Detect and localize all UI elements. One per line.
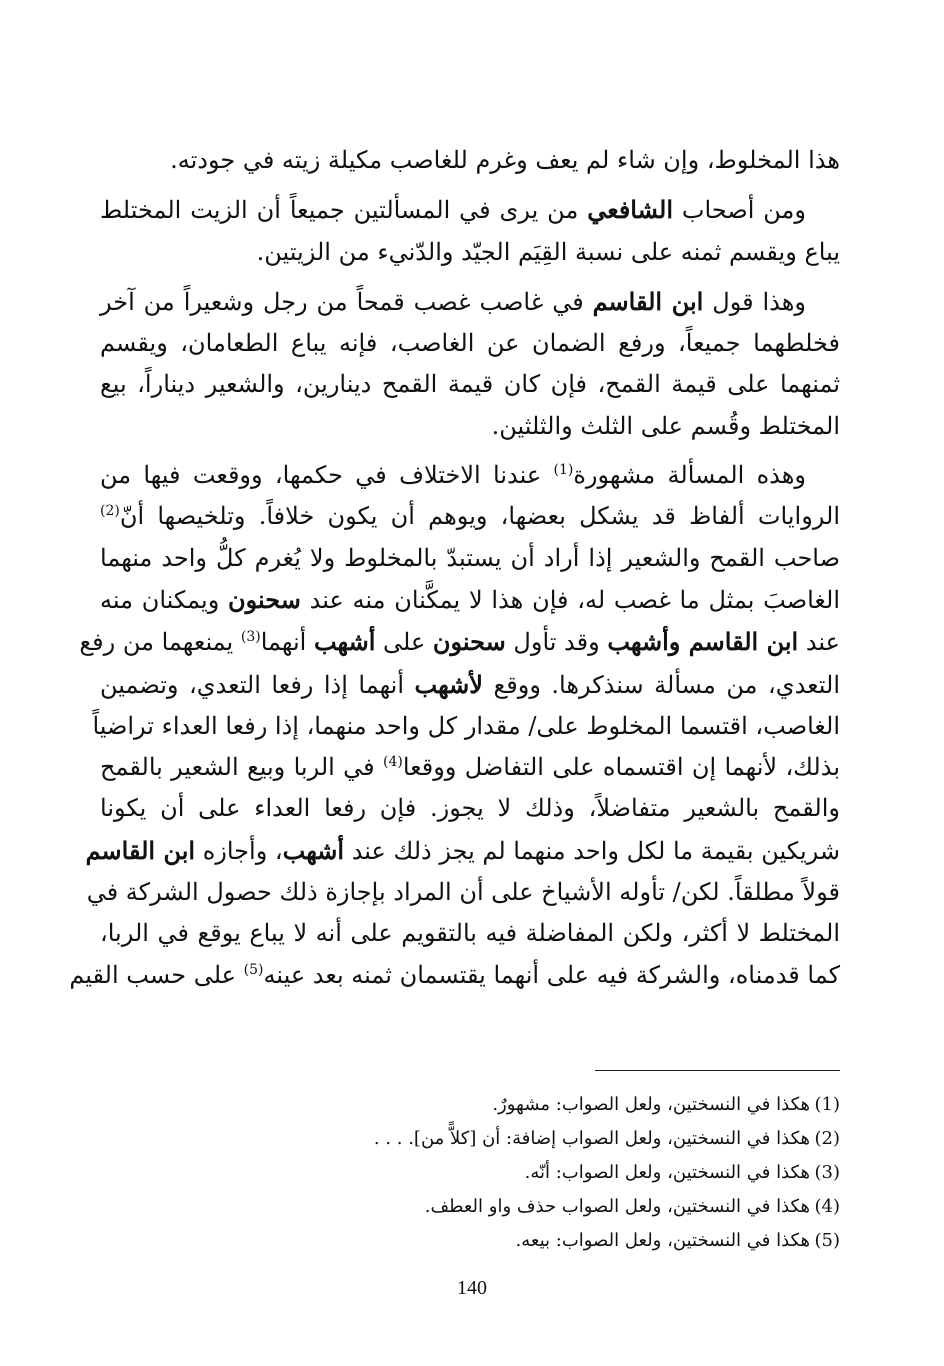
footnote-number: (2) xyxy=(814,1128,840,1149)
text-run: بذلك، لأنهما إن اقتسماه على التفاضل ووقعا xyxy=(402,753,840,782)
footnote xyxy=(100,1122,840,1156)
text-line xyxy=(100,364,840,405)
paragraph xyxy=(100,281,840,447)
text-run: من يرى في المسألتين جميعاً أن الزيت المختلط xyxy=(100,196,588,225)
paragraph xyxy=(100,140,840,181)
bold-name: ابن القاسم xyxy=(85,835,196,865)
footnote-number: (1) xyxy=(814,1094,840,1115)
text-run: أنهما إذا رفعا التعدي، وتضمين xyxy=(100,670,415,699)
text-run: صاحب القمح والشعير إذا أراد أن يستبدّ بالمخلوط ولا يُغرم كلُّ واحد منهما xyxy=(100,543,840,572)
bold-name: الشافعي xyxy=(587,195,673,225)
text-line xyxy=(100,788,840,829)
text-run: ثمنهما على قيمة القمح، فإن كان قيمة القمح دينارين، والشعير ديناراً، بيع xyxy=(100,370,840,399)
text-line xyxy=(100,579,840,621)
text-run: يمنعهما من رفع xyxy=(79,628,241,657)
text-line xyxy=(79,621,840,663)
text-line xyxy=(100,281,840,323)
footnote-ref: (1) xyxy=(553,462,574,479)
footnote-ref: (3) xyxy=(240,629,261,646)
text-run: وقد تأول xyxy=(505,628,608,657)
text-line xyxy=(100,189,840,231)
text-line xyxy=(100,406,840,447)
text-line xyxy=(69,955,840,996)
text-run: الغاصب، اقتسما المخلوط على/ مقدار كل واحد منهما، إذا رفعا العداء تراضياً xyxy=(92,711,840,740)
paragraph xyxy=(69,455,841,996)
main-text xyxy=(69,140,841,1004)
text-run: في الربا وبيع الشعير بالقمح xyxy=(100,753,383,782)
footnote-text: هكذا في النسختين، ولعل الصواب: مشهورٌ. xyxy=(492,1094,810,1115)
text-run: على xyxy=(375,628,433,657)
text-run: التعدي، من مسألة سنذكرها. ووقع xyxy=(482,670,840,699)
text-run: الغاصبَ بمثل ما غصب له، فإن هذا لا يمكَّنان منه عند xyxy=(300,585,840,614)
bold-name: سحنون xyxy=(228,584,301,614)
footnote-ref: (5) xyxy=(243,961,264,978)
text-run: ويمكنان منه xyxy=(100,585,229,614)
text-line xyxy=(100,232,840,273)
text-run: المختلط وقُسم على الثلث والثلثين. xyxy=(491,411,840,440)
bold-name: سحنون xyxy=(432,627,506,657)
footnote-ref: (4) xyxy=(382,754,403,771)
text-run: يباع ويقسم ثمنه على نسبة القِيَم الجيّد والدّنيء من الزيتين. xyxy=(256,237,840,266)
footnote xyxy=(100,1088,840,1122)
text-run: ، وأجازه xyxy=(195,836,283,865)
footnote xyxy=(100,1190,840,1224)
text-line xyxy=(100,140,840,181)
text-line xyxy=(100,323,840,364)
footnote-number: (4) xyxy=(814,1196,840,1217)
bold-name: لأشهب xyxy=(414,669,483,699)
bold-name: ابن القاسم وأشهب xyxy=(607,627,799,657)
text-run: عند xyxy=(798,628,840,657)
footnote xyxy=(100,1224,840,1258)
footnote-number: (5) xyxy=(814,1230,840,1251)
text-line xyxy=(86,872,840,913)
footnote xyxy=(100,1156,840,1190)
text-run: وهذا قول xyxy=(703,287,806,316)
text-line xyxy=(100,913,840,954)
text-line xyxy=(100,496,840,537)
text-run: فخلطهما جميعاً، ورفع الضمان عن الغاصب، فإنه يباع الطعامان، ويقسم xyxy=(100,329,840,358)
text-line xyxy=(100,747,840,788)
text-run: وهذه المسألة مشهورة xyxy=(573,461,806,490)
footnote-text: هكذا في النسختين، ولعل الصواب إضافة: أن [كلاًّ من]. . . . xyxy=(373,1128,810,1149)
bold-name: أشهب xyxy=(313,627,376,657)
text-run: كما قدمناه، والشركة فيه على أنهما يقتسمان ثمنه بعد عينه xyxy=(263,960,840,989)
bold-name: أشهب xyxy=(282,835,345,865)
text-line xyxy=(85,830,840,872)
footnote-text: هكذا في النسختين، ولعل الصواب: بيعه. xyxy=(515,1230,810,1251)
text-run: أنهما xyxy=(260,628,314,657)
text-line xyxy=(100,538,840,579)
page-number: 140 xyxy=(457,1277,487,1299)
text-run: المختلط لا أكثر، ولكن المفاضلة فيه بالتقويم على أنه لا يباع يوقع في الربا، xyxy=(100,919,840,948)
footnote-separator xyxy=(595,1070,840,1071)
bold-name: ابن القاسم xyxy=(592,286,704,316)
footnotes xyxy=(100,1088,840,1258)
text-run: على حسب القيم xyxy=(69,960,244,989)
text-run: هذا المخلوط، وإن شاء لم يعف وغرم للغاصب مكيلة زيته في جودته. xyxy=(170,146,840,174)
text-run: والقمح بالشعير متفاضلاً، وذلك لا يجوز. فإن رفعا العداء على أن يكونا xyxy=(100,794,840,823)
text-run: شريكين بقيمة ما لكل واحد منهما لم يجز ذلك عند xyxy=(344,836,840,865)
text-run: ومن أصحاب xyxy=(673,196,806,225)
text-run: قولاً مطلقاً. لكن/ تأوله الأشياخ على أن المراد بإجازة ذلك حصول الشركة في xyxy=(86,878,840,907)
paragraph xyxy=(100,189,840,273)
footnote-text: هكذا في النسختين، ولعل الصواب: أنّه. xyxy=(524,1162,810,1183)
text-run: في غاصب غصب قمحاً من رجل وشعيراً من آخر xyxy=(100,287,593,316)
text-line xyxy=(100,664,840,706)
text-line xyxy=(100,455,840,496)
footnote-number: (3) xyxy=(814,1162,840,1183)
footnote-ref: (2) xyxy=(100,503,120,520)
text-line xyxy=(92,706,840,747)
footnote-text: هكذا في النسختين، ولعل الصواب حذف واو العطف. xyxy=(424,1196,810,1217)
text-run: الروايات ألفاظ قد يشكل بعضها، ويوهم أن يكون خلافاً. وتلخيصها أنّ xyxy=(119,502,841,531)
text-run: عندنا الاختلاف في حكمها، ووقعت فيها من xyxy=(100,461,554,490)
